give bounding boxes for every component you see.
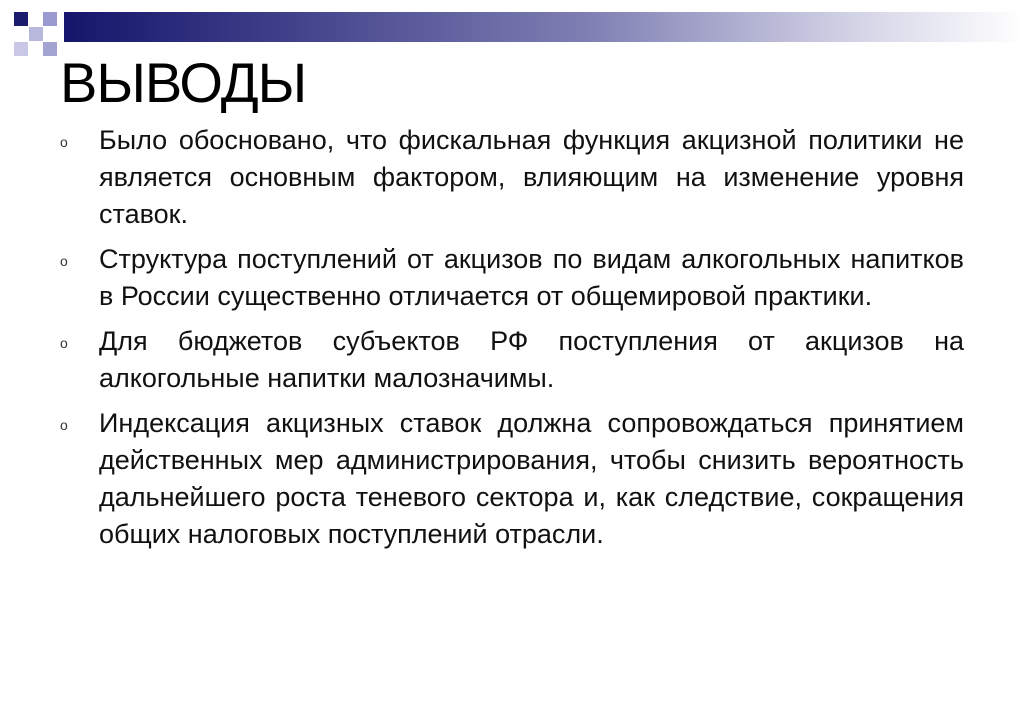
bullet-item: [56, 323, 964, 397]
bullet-item: [56, 122, 964, 233]
decor-square: [43, 12, 57, 26]
decor-square: [29, 27, 43, 41]
bullet-text: Было обосновано, что фискальная функция акцизной политики не является основным фактором, влияющим на изменение уровня ставок.: [99, 125, 964, 229]
bullet-item: [56, 241, 964, 315]
header-gradient-bar: [64, 12, 1024, 42]
bullet-circle-icon: o: [60, 335, 68, 351]
bullet-text: Структура поступлений от акцизов по видам алкогольных напитков в России существенно отличается от общемировой практики.: [99, 244, 964, 311]
bullet-item: [56, 405, 964, 553]
slide-title: ВЫВОДЫ: [60, 51, 307, 114]
bullet-list: [56, 122, 964, 561]
bullet-text: Для бюджетов субъектов РФ поступления от акцизов на алкогольные напитки малозначимы.: [99, 326, 964, 393]
decor-square: [14, 42, 28, 56]
bullet-circle-icon: o: [60, 417, 68, 433]
bullet-text: Индексация акцизных ставок должна сопровождаться принятием действенных мер администрирования, чтобы снизить вероятность дальнейшего роста теневого сектора и, как следствие, сокращения общих налоговых поступлений отрасли.: [99, 408, 964, 549]
decor-square: [43, 42, 57, 56]
decor-square: [14, 12, 28, 26]
bullet-circle-icon: o: [60, 134, 68, 150]
bullet-circle-icon: o: [60, 253, 68, 269]
